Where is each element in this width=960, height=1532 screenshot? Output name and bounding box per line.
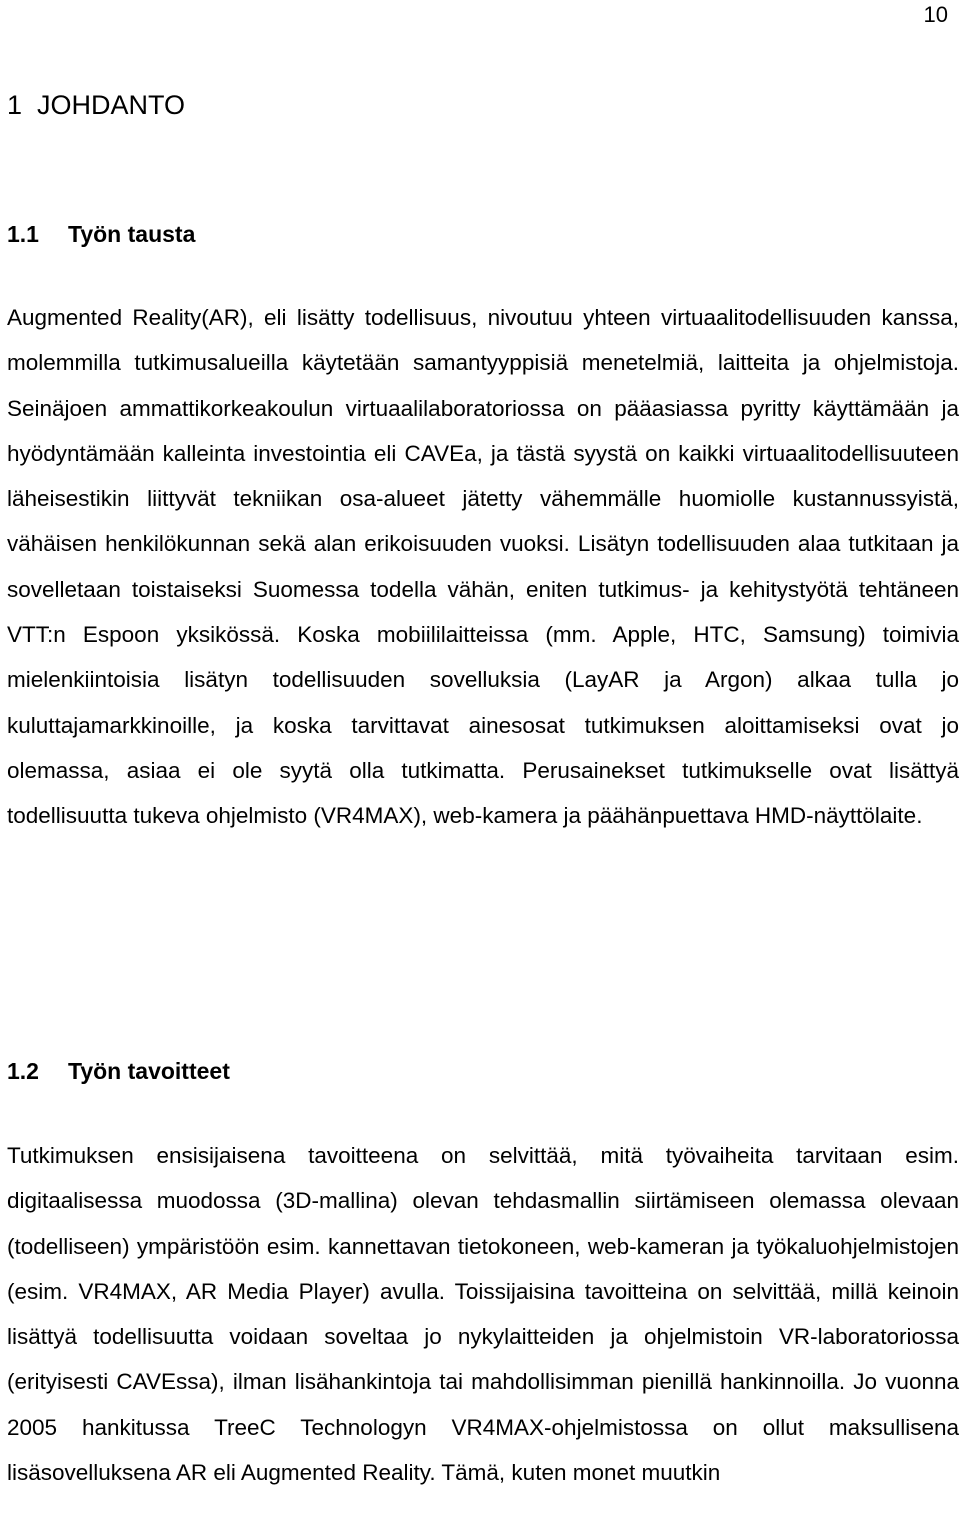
section-1-1-paragraph: Augmented Reality(AR), eli lisätty todellisuus, nivoutuu yhteen virtuaalitodellisuuden kanssa, molemmilla tutkimusalueilla käytetään samantyyppisiä menetelmiä, laitteita ja ohjelmistoja. Seinäjoen ammattikorkeakoulun virtuaalilaboratoriossa on pääasiassa pyritty käyttämään ja hyödyntämään kalleinta investointia eli CAVEa, ja tästä syystä on kaikki virtuaalitodellisuuteen läheisestikin liittyvät tekniikan osa-alueet jätetty vähemmälle huomiolle kustannussyistä, vähäisen henkilökunnan sekä alan erikoisuuden vuoksi. Lisätyn todellisuuden alaa tutkitaan ja sovelletaan toistaiseksi Suomessa todella vähän, eniten tutkimus- ja kehitystyötä tehtäneen VTT:n Espoon yksikössä. Koska mobiililaitteissa (mm. Apple, HTC, Samsung) toimivia mielenkiintoisia lisätyn todellisuuden sovelluksia (LayAR ja Argon) alkaa tulla jo kuluttajamarkkinoille, ja koska tarvittavat ainesosat tutkimuksen aloittamiseksi ovat jo olemassa, asiaa ei ole syytä olla tutkimatta. Perusainekset tutkimukselle ovat lisättyä todellisuutta tukeva ohjelmisto (VR4MAX), web-kamera ja päähänpuettava HMD-näyttölaite.	[7, 305, 959, 829]
section-title: Työn tavoitteet	[68, 1058, 230, 1084]
section-number: 1.1	[7, 221, 39, 247]
section-heading-1-2	[7, 1055, 230, 1087]
section-title: Työn tausta	[68, 221, 196, 247]
page-number: 10	[923, 2, 948, 27]
chapter-title: 1 JOHDANTO	[7, 90, 186, 120]
section-heading-1-1	[7, 218, 195, 250]
section-number: 1.2	[7, 1058, 39, 1084]
section-1-2-paragraph: Tutkimuksen ensisijaisena tavoitteena on selvittää, mitä työvaiheita tarvitaan esim. digitaalisessa muodossa (3D-mallina) olevan tehdasmallin siirtämiseen olemassa olevaan (todelliseen) ympäristöön esim. kannettavan tietokoneen, web-kameran ja työkaluohjelmistojen (esim. VR4MAX, AR Media Player) avulla. Toissijaisina tavoitteina on selvittää, millä keinoin lisättyä todellisuutta voidaan soveltaa jo nykylaitteiden ja ohjelmistoin VR-laboratoriossa (erityisesti CAVEssa), ilman lisähankintoja tai mahdollisimman pienillä hankinnoilla. Jo vuonna 2005 hankitussa TreeC Technologyn VR4MAX-ohjelmistossa on ollut maksullisena lisäsovelluksena AR eli Augmented Reality. Tämä, kuten monet muutkin	[7, 1143, 959, 1486]
